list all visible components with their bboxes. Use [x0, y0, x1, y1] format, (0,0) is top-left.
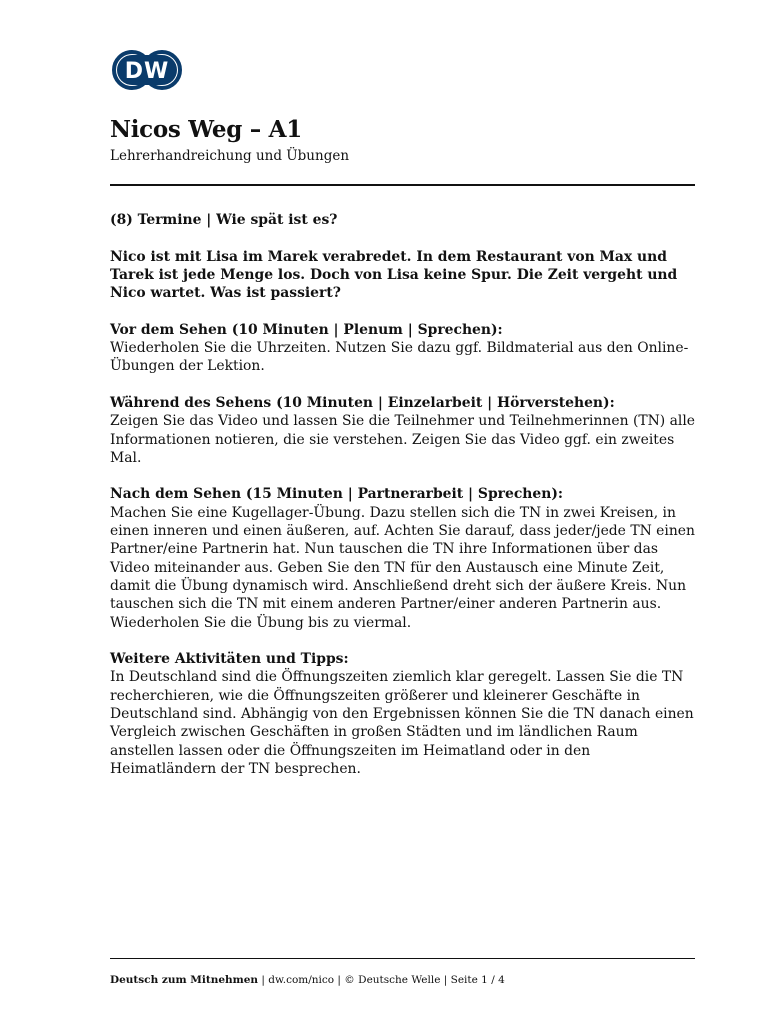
- block-heading-tips: Weitere Aktivitäten und Tipps:: [110, 651, 349, 668]
- footer-brand: Deutsch zum Mitnehmen: [110, 974, 259, 986]
- footer-info: | dw.com/nico | © Deutsche Welle | Seite 1 / 4: [258, 974, 505, 986]
- page-subtitle: Lehrerhandreichung und Übungen: [110, 148, 350, 164]
- section-intro: Nico ist mit Lisa im Marek verabredet. In dem Restaurant von Max und Tarek ist jede Menge los. Doch von Lisa keine Spur. Die Zeit vergeht und Nico wartet. Was ist passiert?: [110, 248, 678, 302]
- block-text-after: Machen Sie eine Kugellager-Übung. Dazu stellen sich die TN in zwei Kreisen, in einen inneren und einen äußeren, auf. Achten Sie darauf, dass jeder/jede TN einen Partner/eine Partnerin hat. Nun tauschen die TN ihre Informationen über das Video miteinander aus. Geben Sie den TN für den Austausch eine Minute Zeit, damit die Übung dynamisch wird. Anschließend dreht sich der äußere Kreis. Nun tauschen sich die TN mit einem anderen Partner/einer anderen Partnerin aus. Wiederholen Sie die Übung bis zu viermal.: [110, 504, 695, 631]
- dw-logo: [112, 50, 182, 90]
- footer-divider: [110, 958, 695, 959]
- block-heading-before: Vor dem Sehen (10 Minuten | Plenum | Sprechen):: [110, 321, 503, 338]
- block-text-before: Wiederholen Sie die Uhrzeiten. Nutzen Sie dazu ggf. Bildmaterial aus den Online-Übungen der Lektion.: [110, 340, 689, 375]
- logo-text: DW: [124, 59, 170, 84]
- document-body: [110, 211, 700, 778]
- page-title: Nicos Weg – A1: [110, 116, 302, 143]
- page-footer: [110, 974, 505, 986]
- block-heading-during: Während des Sehens (10 Minuten | Einzelarbeit | Hörverstehen):: [110, 394, 615, 411]
- header-divider: [110, 184, 695, 186]
- block-text-during: Zeigen Sie das Video und lassen Sie die Teilnehmer und Teilnehmerinnen (TN) alle Informationen notieren, die sie verstehen. Zeigen Sie das Video ggf. ein zweites Mal.: [110, 413, 696, 466]
- section-heading: (8) Termine | Wie spät ist es?: [110, 212, 338, 228]
- block-heading-after: Nach dem Sehen (15 Minuten | Partnerarbeit | Sprechen):: [110, 486, 564, 503]
- block-text-tips: In Deutschland sind die Öffnungszeiten ziemlich klar geregelt. Lassen Sie die TN recherchieren, wie die Öffnungszeiten größerer und kleinerer Geschäfte in Deutschland sind. Abhängig von den Ergebnissen können Sie die TN danach einen Vergleich zwischen Geschäften in großen Städten und im ländlichen Raum anstellen lassen oder die Öffnungszeiten im Heimatland oder in den Heimatländern der TN besprechen.: [110, 669, 694, 777]
